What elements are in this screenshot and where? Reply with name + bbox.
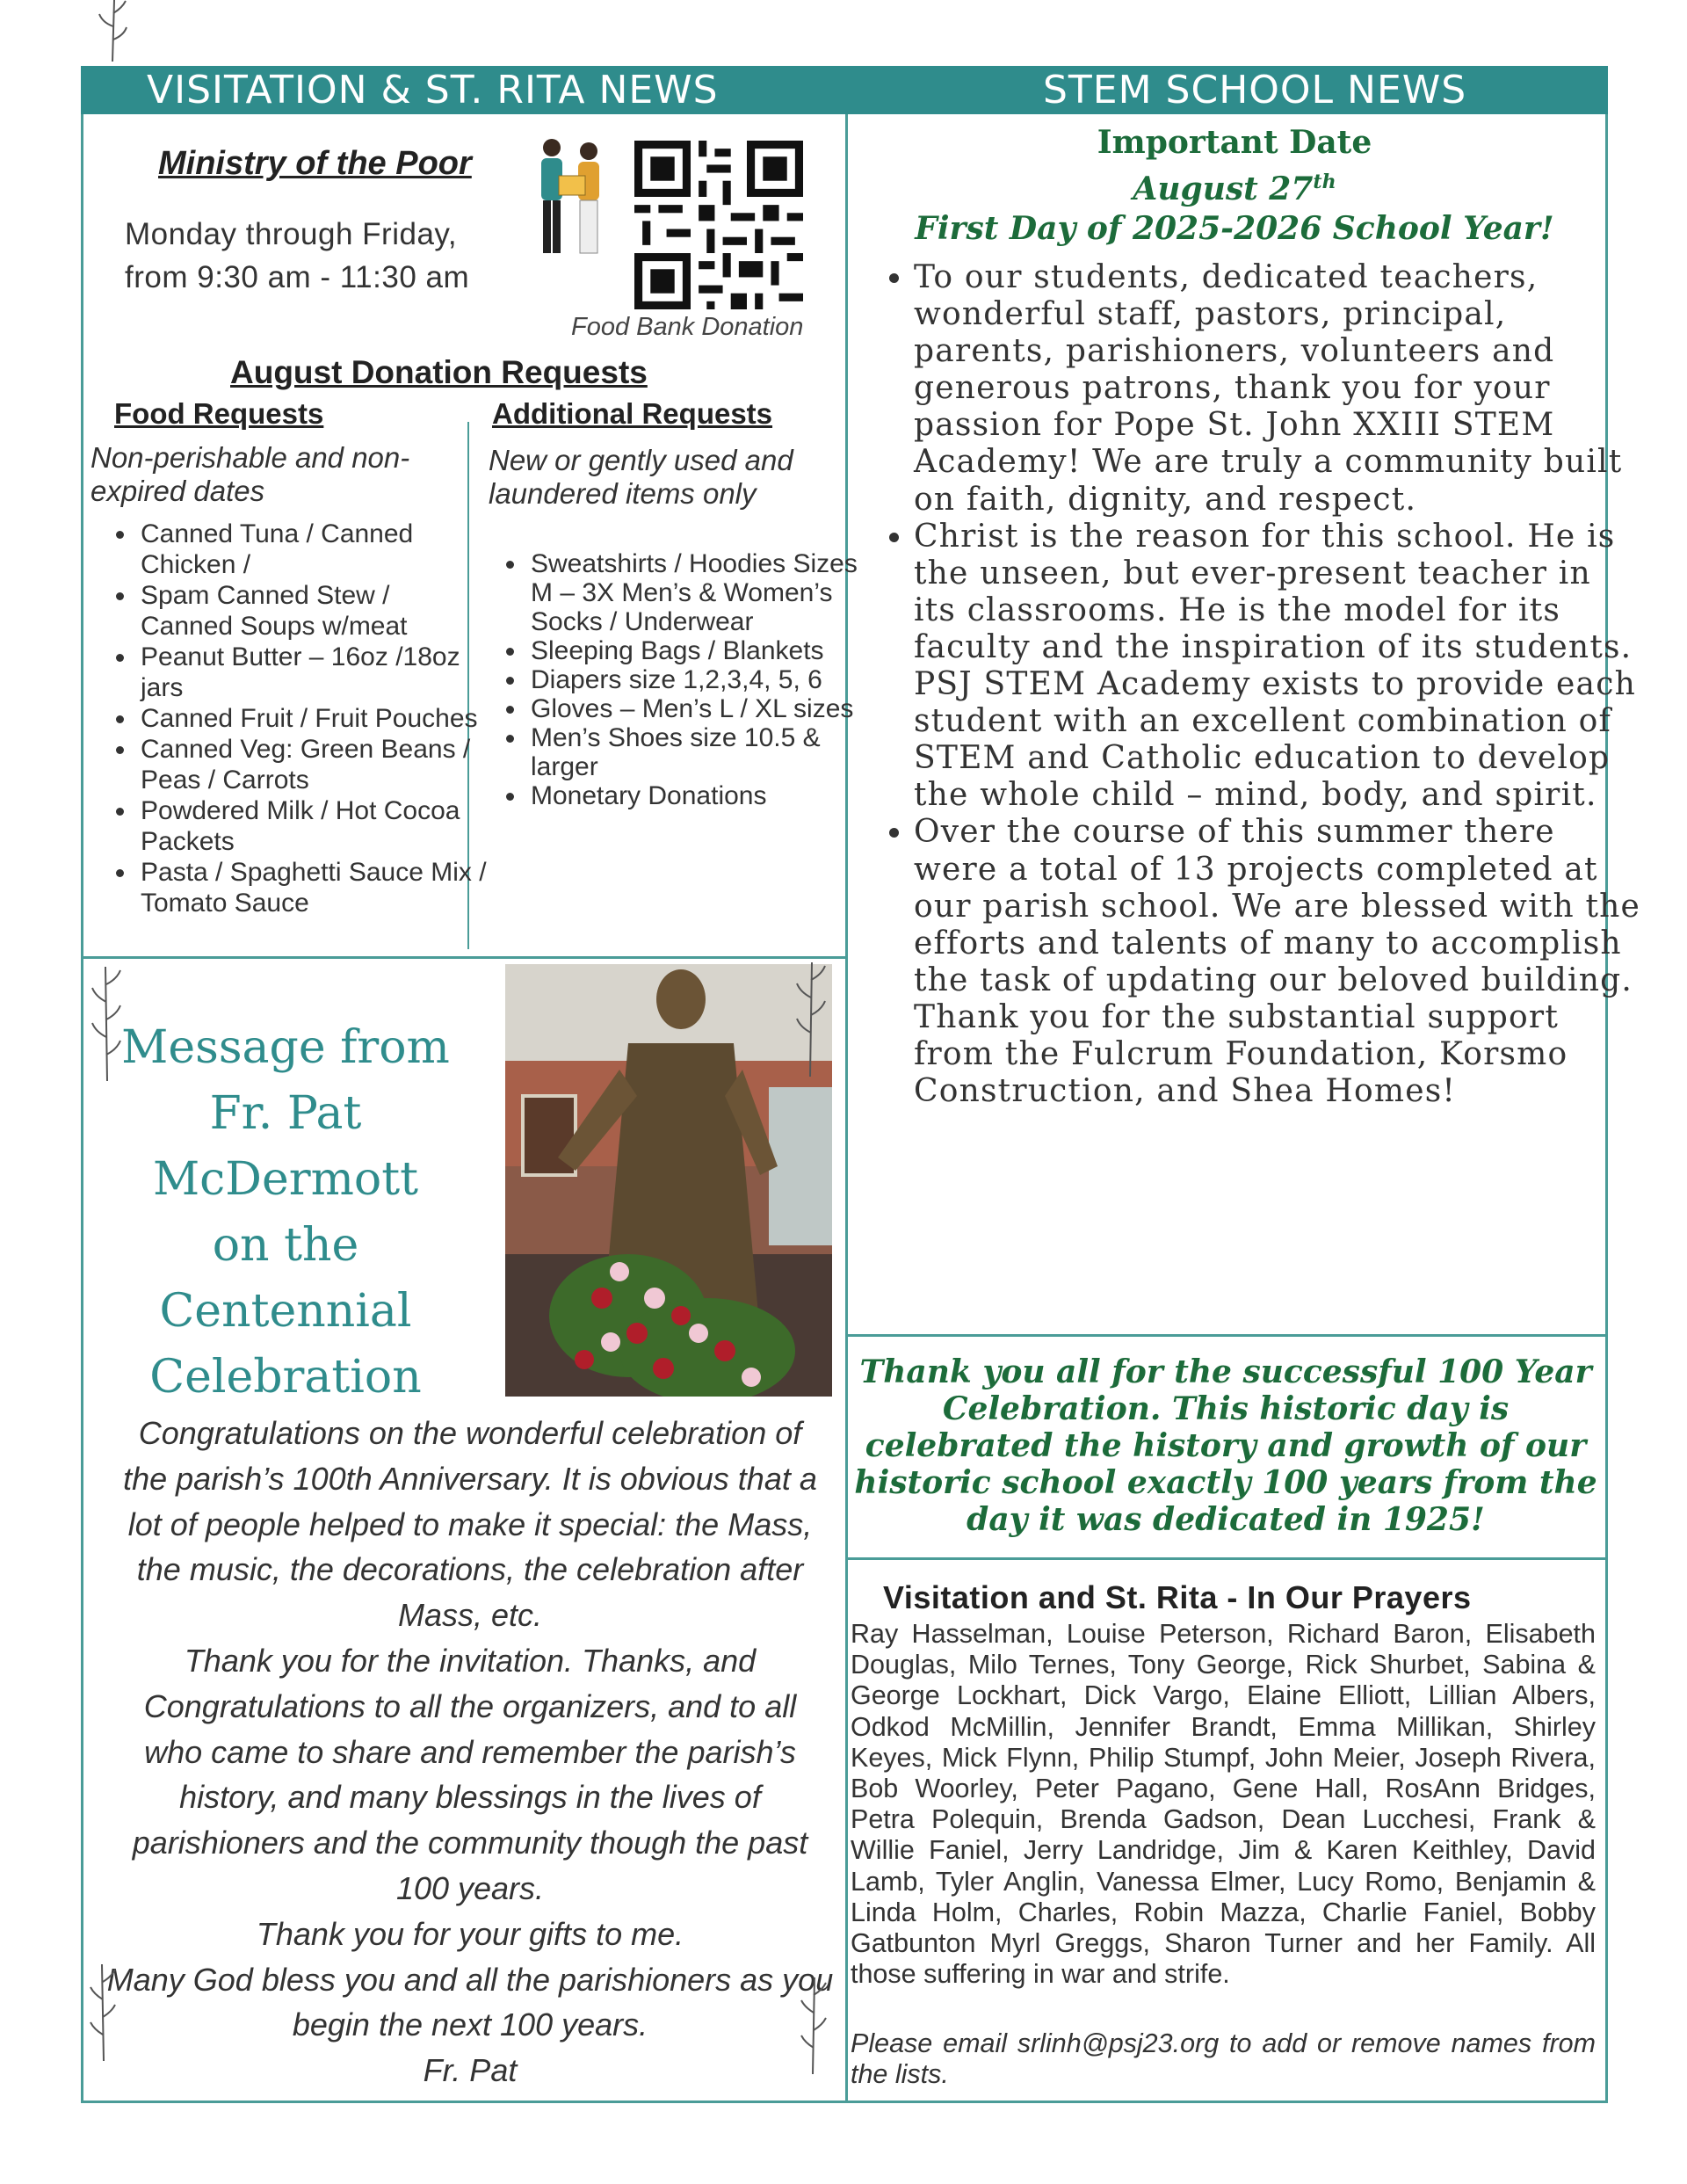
list-item: • Powdered Milk / Hot Cocoa Packets xyxy=(137,795,489,857)
letter-line: Congratulations to all the organizers, and to all xyxy=(143,1687,797,1724)
letter-line: the parish’s 100th Anniversary. It is obvious that a xyxy=(123,1460,817,1497)
statue-photo xyxy=(505,964,832,1397)
list-item: • Monetary Donations xyxy=(527,781,877,810)
letter-line: Thank you for your gifts to me. xyxy=(256,1915,684,1952)
list-item: • Canned Veg: Green Beans / Peas / Carrots xyxy=(137,734,489,795)
leaf-sprig-icon xyxy=(795,1977,830,2074)
letter-line: lot of people helped to make it special: the Mass, xyxy=(127,1506,813,1542)
list-item: • Pasta / Spaghetti Sauce Mix / Tomato Sauce xyxy=(137,857,489,918)
prayers-names: Ray Hasselman, Louise Peterson, Richard Baron, Elisabeth Douglas, Milo Ternes, Tony George, Rick Shurbet, Sabina & George Lockhart, Dick Vargo, Elaine Elliott, Lillian Albers, Odkod McMillin, Jennifer Brandt, Emma Millikan, Shirley Keyes, Mick Flynn, Philip Stumpf, John Meier, Joseph Rivera, Bob Woorley, Peter Pagano, Gene Hall, RosAnn Bridges, Petra Polequin, Brenda Gadson, Dean Lucchesi, Frank & Willie Faniel, Jerry Landridge, Jim & Karen Keithley, David Lamb, Tyler Anglin, Vanessa Elmer, Lucy Romo, Benjamin & Linda Holm, Charles, Robin Mazza, Charlie Faniel, Bobby Gatbunton Myrl Greggs, Sharon Turner and her Family. All those suffering in war and strife. xyxy=(851,1619,1596,1990)
letter-line: the music, the decorations, the celebration after xyxy=(136,1551,804,1588)
letter-line: history, and many blessings in the lives of xyxy=(179,1779,761,1816)
leaf-sprig-icon xyxy=(95,0,130,62)
right-section-title: STEM SCHOOL NEWS xyxy=(1043,68,1467,112)
prayers-title: Visitation and St. Rita - In Our Prayers xyxy=(883,1579,1472,1615)
first-day-text: First Day of 2025-2026 School Year! xyxy=(915,210,1554,247)
letter-line: 100 years. xyxy=(395,1869,545,1906)
qr-caption: Food Bank Donation xyxy=(571,313,804,341)
letter-line: begin the next 100 years. xyxy=(292,2006,648,2043)
food-requests-note xyxy=(91,441,409,508)
important-date-block xyxy=(861,123,1608,249)
ministry-hours-line: from 9:30 am - 11:30 am xyxy=(125,260,470,294)
food-requests-list xyxy=(105,519,489,918)
stem-divider-2 xyxy=(846,1557,1608,1560)
letter-line: parishioners and the community though the past xyxy=(132,1825,808,1861)
donation-title: August Donation Requests xyxy=(230,354,648,390)
prayers-footer: Please email srlinh@psj23.org to add or remove names from the lists. xyxy=(851,2028,1596,2090)
message-title-line: Fr. Pat xyxy=(209,1087,362,1140)
important-date-label: Important Date xyxy=(1097,124,1372,161)
header-bar xyxy=(81,66,1608,114)
left-section-divider xyxy=(81,956,847,959)
additional-note-line: laundered items only xyxy=(489,477,757,510)
message-title-line: Celebration xyxy=(149,1351,422,1404)
date-text: August 27 xyxy=(1133,171,1314,207)
food-note-line: Non-perishable and non- xyxy=(91,441,410,474)
list-item: • Sleeping Bags / Blankets xyxy=(527,636,877,665)
list-item: • Diapers size 1,2,3,4, 5, 6 xyxy=(527,665,877,694)
list-item: • Sweatshirts / Hoodies Sizes M – 3X Men’s & Women’s Socks / Underwear xyxy=(527,549,877,636)
stem-divider-1 xyxy=(846,1334,1608,1337)
ministry-title: Ministry of the Poor xyxy=(158,145,472,182)
celebration-thanks: Thank you all for the successful 100 Year Celebration. This historic day is celebrated the history and growth of our historic school exactly 100 years from the day it was dedicated in 1925! xyxy=(854,1353,1597,1538)
fr-pat-letter xyxy=(88,1411,852,2093)
food-requests-heading: Food Requests xyxy=(114,397,324,430)
letter-line: Mass, etc. xyxy=(397,1597,543,1634)
letter-line: Thank you for the invitation. Thanks, and xyxy=(184,1642,757,1679)
letter-line: Fr. Pat xyxy=(423,2052,518,2089)
letter-line: Congratulations on the wonderful celebration of xyxy=(138,1415,802,1451)
food-note-line: expired dates xyxy=(91,475,265,507)
list-item: • Christ is the reason for this school. He is the unseen, but ever-present teacher in its classrooms. He is the model for its faculty and the inspiration of its students. PSJ STEM Academy exists to provide each student with an excellent combination of STEM and Catholic education to develop the whole child – mind, body, and spirit. xyxy=(914,519,1643,815)
message-title xyxy=(88,1015,483,1411)
people-illustration-icon xyxy=(527,132,615,272)
list-item: • Over the course of this summer there were a total of 13 projects completed at our parish school. We are blessed with the efforts and talents of many to accomplish the task of updating our beloved building. Thank you for the substantial support from the Fulcrum Foundation, Korsmo Construction, and Shea Homes! xyxy=(914,814,1643,1110)
leaf-sprig-icon xyxy=(86,1964,121,2061)
left-section-title: VISITATION & ST. RITA NEWS xyxy=(147,68,719,112)
important-date-value xyxy=(861,163,1608,209)
date-suffix: th xyxy=(1313,171,1336,193)
letter-line: who came to share and remember the parish’s xyxy=(144,1733,796,1770)
additional-note-line: New or gently used and xyxy=(489,444,793,476)
additional-requests-heading: Additional Requests xyxy=(492,397,773,430)
list-item: • Spam Canned Stew / Canned Soups w/meat xyxy=(137,580,489,642)
list-item: • Men’s Shoes size 10.5 & larger xyxy=(527,723,877,781)
list-item: • Gloves – Men’s L / XL sizes xyxy=(527,694,877,723)
additional-requests-list xyxy=(496,549,877,810)
letter-line: Many God bless you and all the parishioners as you xyxy=(106,1961,834,1998)
message-title-line: Message from xyxy=(121,1021,450,1074)
list-item: • Peanut Butter – 16oz /18oz jars xyxy=(137,642,489,703)
ministry-hours xyxy=(125,213,469,299)
message-title-line: McDermott xyxy=(152,1153,419,1206)
list-item: • Canned Fruit / Fruit Pouches xyxy=(137,703,489,734)
additional-requests-note xyxy=(489,444,793,511)
stem-news-list xyxy=(877,259,1643,1110)
leaf-sprig-icon xyxy=(791,962,830,1077)
qr-code-icon[interactable] xyxy=(634,141,803,309)
ministry-hours-line: Monday through Friday, xyxy=(125,217,458,251)
message-title-line: on the Centennial xyxy=(159,1219,412,1338)
list-item: • Canned Tuna / Canned Chicken / xyxy=(137,519,489,580)
list-item: • To our students, dedicated teachers, wonderful staff, pastors, principal, parents, parishioners, volunteers and generous patrons, thank you for your passion for Pope St. John XXIII STEM Academy! We are truly a community built on faith, dignity, and respect. xyxy=(914,259,1643,519)
